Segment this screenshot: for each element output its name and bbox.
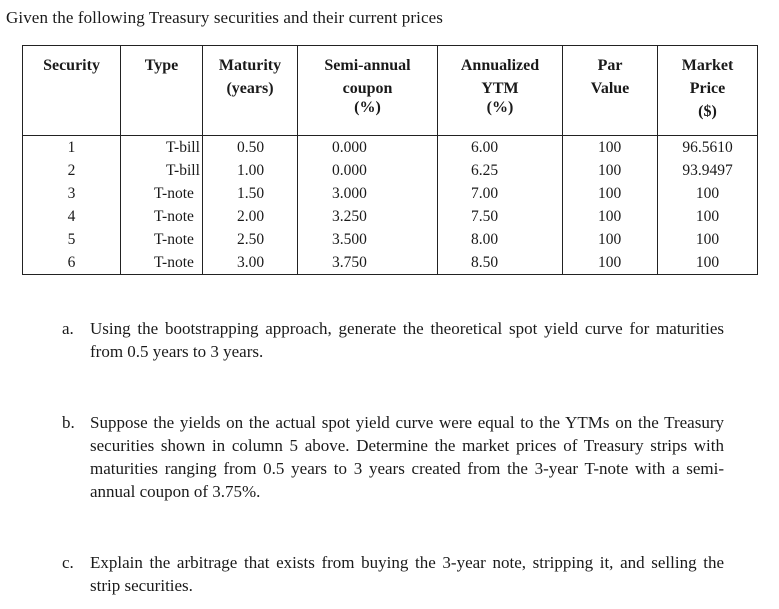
header-line: Price xyxy=(689,80,726,98)
header-line: (years) xyxy=(226,80,274,98)
table-row xyxy=(23,205,758,228)
cell-maturity: 1.50 xyxy=(203,182,298,205)
cell-ytm: 8.00 xyxy=(438,228,563,251)
question-letter: c. xyxy=(62,553,74,572)
cell-security: 6 xyxy=(23,251,121,275)
header-line: Maturity xyxy=(218,57,282,74)
header-line: Annualized xyxy=(460,57,540,74)
cell-type: T-bill xyxy=(121,159,203,182)
cell-coupon: 0.000 xyxy=(298,159,438,182)
cell-price: 100 xyxy=(658,205,758,228)
table-row xyxy=(23,159,758,182)
securities-table xyxy=(22,45,758,275)
header-line: coupon xyxy=(342,80,393,98)
cell-coupon: 0.000 xyxy=(298,136,438,160)
cell-par: 100 xyxy=(563,205,658,228)
table-row xyxy=(23,228,758,251)
header-line: Semi-annual xyxy=(324,57,411,74)
question-text: Using the bootstrapping approach, generate the theoretical spot yield curve for maturities from 0.5 years to 3 years. xyxy=(90,319,724,361)
cell-price: 96.5610 xyxy=(658,136,758,160)
cell-maturity: 2.50 xyxy=(203,228,298,251)
cell-ytm: 8.50 xyxy=(438,251,563,275)
cell-par: 100 xyxy=(563,159,658,182)
header-type xyxy=(121,46,203,136)
cell-par: 100 xyxy=(563,182,658,205)
cell-security: 5 xyxy=(23,228,121,251)
header-line: YTM xyxy=(481,80,519,98)
question-text: Suppose the yields on the actual spot yield curve were equal to the YTMs on the Treasury securities shown in column 5 above. Determine the market prices of Treasury strips with maturities ranging from 0.5 years to 3 years created from the 3-year T-note with a semi-annual coupon of 3.75%. xyxy=(90,413,724,501)
header-line: (%) xyxy=(486,99,514,117)
question-a xyxy=(62,317,724,363)
header-line: Par xyxy=(597,57,623,74)
cell-price: 100 xyxy=(658,182,758,205)
header-market-price xyxy=(658,46,758,136)
cell-coupon: 3.250 xyxy=(298,205,438,228)
header-line: Security xyxy=(43,57,100,74)
cell-coupon: 3.750 xyxy=(298,251,438,275)
cell-security: 1 xyxy=(23,136,121,160)
table-row xyxy=(23,251,758,275)
cell-coupon: 3.000 xyxy=(298,182,438,205)
question-c xyxy=(62,551,724,597)
cell-price: 100 xyxy=(658,228,758,251)
header-line: ($) xyxy=(698,103,717,121)
header-line: Market xyxy=(681,57,734,74)
question-text: Explain the arbitrage that exists from buying the 3-year note, stripping it, and selling the strip securities. xyxy=(90,553,724,595)
header-maturity xyxy=(203,46,298,136)
cell-price: 100 xyxy=(658,251,758,275)
cell-par: 100 xyxy=(563,136,658,160)
cell-type: T-bill xyxy=(121,136,203,160)
cell-coupon: 3.500 xyxy=(298,228,438,251)
header-security xyxy=(23,46,121,136)
header-ytm xyxy=(438,46,563,136)
cell-maturity: 3.00 xyxy=(203,251,298,275)
question-b xyxy=(62,411,724,503)
cell-ytm: 6.00 xyxy=(438,136,563,160)
cell-maturity: 1.00 xyxy=(203,159,298,182)
cell-maturity: 0.50 xyxy=(203,136,298,160)
intro-text: Given the following Treasury securities and their current prices xyxy=(6,8,443,27)
table-row xyxy=(23,182,758,205)
cell-type: T-note xyxy=(121,251,203,275)
cell-maturity: 2.00 xyxy=(203,205,298,228)
cell-security: 2 xyxy=(23,159,121,182)
cell-price: 93.9497 xyxy=(658,159,758,182)
cell-par: 100 xyxy=(563,228,658,251)
cell-type: T-note xyxy=(121,228,203,251)
cell-security: 3 xyxy=(23,182,121,205)
header-coupon xyxy=(298,46,438,136)
cell-type: T-note xyxy=(121,205,203,228)
question-letter: b. xyxy=(62,413,75,432)
question-letter: a. xyxy=(62,319,74,338)
cell-ytm: 7.00 xyxy=(438,182,563,205)
table-row xyxy=(23,136,758,160)
cell-ytm: 6.25 xyxy=(438,159,563,182)
table-header-row xyxy=(23,46,758,136)
header-par-value xyxy=(563,46,658,136)
header-line: (%) xyxy=(354,99,381,117)
header-line: Type xyxy=(144,57,179,74)
cell-type: T-note xyxy=(121,182,203,205)
cell-par: 100 xyxy=(563,251,658,275)
cell-ytm: 7.50 xyxy=(438,205,563,228)
header-line: Value xyxy=(590,80,630,98)
cell-security: 4 xyxy=(23,205,121,228)
